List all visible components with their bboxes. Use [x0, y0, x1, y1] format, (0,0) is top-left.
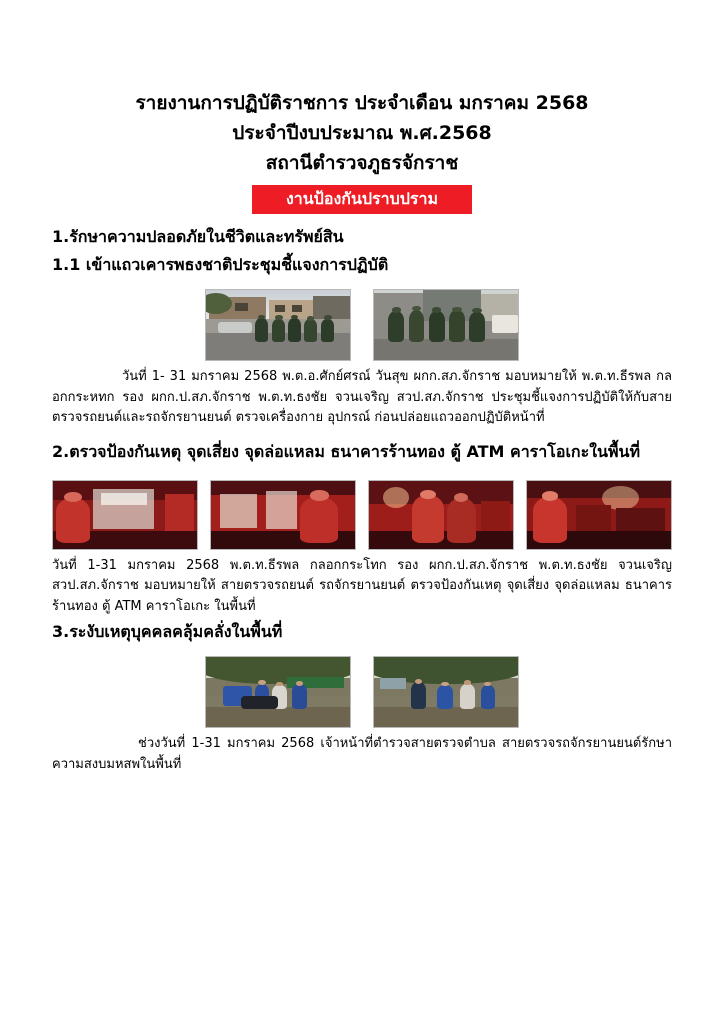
photo-row-1	[52, 289, 672, 361]
page-title-line-3: สถานีตำรวจภูธรจักราช	[265, 152, 459, 174]
photo-row-2	[52, 480, 672, 550]
photo-incident-response-2	[373, 656, 519, 728]
photo-flag-ceremony-1	[205, 289, 351, 361]
section-3-heading: 3.ระงับเหตุบุคคลคลุ้มคลั่งในพื้นที่	[52, 622, 283, 641]
section-1-subheading: 1.1 เข้าแถวเคารพธงชาติประชุมชี้แจงการปฏิบัติ	[52, 255, 389, 274]
photo-atm-patrol-3	[368, 480, 514, 550]
photo-atm-patrol-2	[210, 480, 356, 550]
section-3-caption: ช่วงวันที่ 1-31 มกราคม 2568 เจ้าหน้าที่ตำรวจสายตรวจตำบล สายตรวจรถจักรยานยนต์รักษาความสงบมหสพในพื้นที่	[52, 736, 672, 772]
photo-flag-ceremony-2	[373, 289, 519, 361]
document-title-block	[52, 88, 672, 178]
photo-atm-patrol-1	[52, 480, 198, 550]
section-2-heading: 2.ตรวจป้องกันเหตุ จุดเสี่ยง จุดล่อแหลม ธนาคารร้านทอง ตู้ ATM คาราโอเกะในพื้นที่	[52, 441, 640, 461]
document-body	[52, 0, 672, 1024]
photo-incident-response-1	[205, 656, 351, 728]
section-1-caption: วันที่ 1- 31 มกราคม 2568 พ.ต.อ.ศักย์ศรณ์ วันสุข ผกก.สภ.จักราช มอบหมายให้ พ.ต.ท.ธีรพล กลอกกระหทก รอง ผกก.ป.สภ.จักราช พ.ต.ท.ธงชัย จวนเจริญ สวป.สภ.จักราช ประชุมชี้แจงการปฏิบัติให้กับสายตรวจรถยนต์และรถจักรยานยนต์ ตรวจเครื่องกาย อุปกรณ์ ก่อนปล่อยแถวออกปฏิบัติหน้าที่	[52, 369, 672, 425]
red-banner-wrap	[52, 185, 672, 214]
page-title-line-1: รายงานการปฏิบัติราชการ ประจำเดือน มกราคม 2568	[135, 92, 589, 114]
red-banner: งานป้องกันปราบปราม	[252, 185, 472, 214]
page-title-line-2: ประจำปีงบประมาณ พ.ศ.2568	[232, 122, 492, 144]
section-2-caption: วันที่ 1-31 มกราคม 2568 พ.ต.ท.ธีรพล กลอกกระโทก รอง ผกก.ป.สภ.จักราช พ.ต.ท.ธงชัย จวนเจริญ สวป.สภ.จักราช มอบหมายให้ สายตรวจรถยนต์ รถจักรยานยนต์ ตรวจป้องกันเหตุ จุดเสี่ยง จุดล่อแหลม ธนาคารร้านทอง ตู้ ATM คาราโอเกะ ในพื้นที่	[52, 557, 672, 614]
section-1-heading: 1.รักษาความปลอดภัยในชีวิตและทรัพย์สิน	[52, 227, 344, 246]
photo-atm-patrol-4	[526, 480, 672, 550]
photo-row-3	[52, 656, 672, 728]
